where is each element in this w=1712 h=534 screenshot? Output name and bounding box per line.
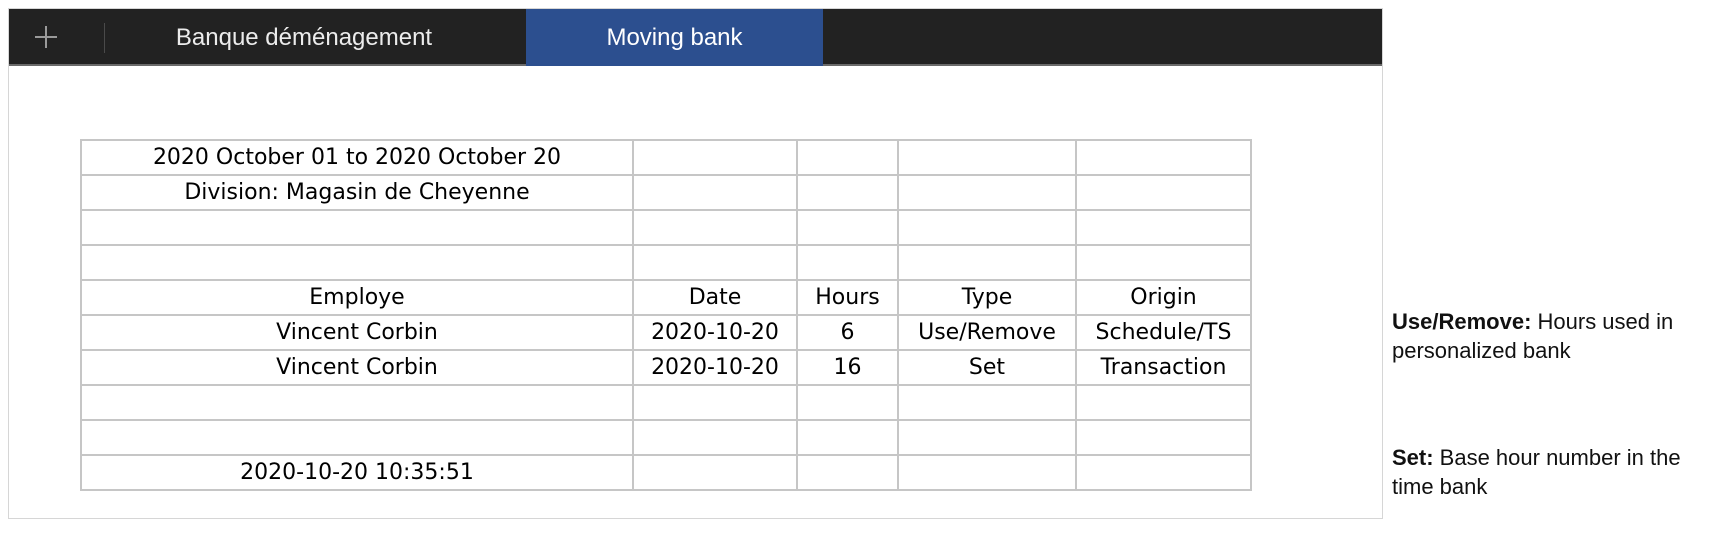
header-type[interactable]: Type xyxy=(898,280,1076,315)
cell[interactable] xyxy=(797,210,898,245)
report-timestamp[interactable]: 2020-10-20 10:35:51 xyxy=(81,455,633,490)
header-hours[interactable]: Hours xyxy=(797,280,898,315)
cell[interactable] xyxy=(1076,140,1251,175)
cell[interactable] xyxy=(633,385,797,420)
tab-moving-bank[interactable]: Moving bank xyxy=(526,9,823,66)
cell[interactable] xyxy=(633,140,797,175)
header-date[interactable]: Date xyxy=(633,280,797,315)
cell[interactable] xyxy=(797,420,898,455)
legend-term: Set: xyxy=(1392,445,1434,470)
cell[interactable] xyxy=(633,455,797,490)
cell[interactable] xyxy=(898,385,1076,420)
cell-hours[interactable]: 16 xyxy=(797,350,898,385)
cell[interactable] xyxy=(633,420,797,455)
tab-bar xyxy=(9,9,1382,66)
cell-type[interactable]: Use/Remove xyxy=(898,315,1076,350)
report-grid xyxy=(80,139,1252,491)
cell[interactable] xyxy=(898,140,1076,175)
cell-employee[interactable]: Vincent Corbin xyxy=(81,315,633,350)
cell-hours[interactable]: 6 xyxy=(797,315,898,350)
plus-icon xyxy=(34,25,58,49)
legend-description: Hours used in personalized bank xyxy=(1392,309,1674,363)
legend-description: Base hour number in the time bank xyxy=(1392,445,1681,499)
legend-use-remove xyxy=(1392,307,1707,365)
header-origin[interactable]: Origin xyxy=(1076,280,1251,315)
cell[interactable] xyxy=(1076,210,1251,245)
cell[interactable] xyxy=(797,455,898,490)
legend-set xyxy=(1392,443,1707,501)
cell[interactable] xyxy=(81,210,633,245)
report-division[interactable]: Division: Magasin de Cheyenne xyxy=(81,175,633,210)
cell[interactable] xyxy=(898,455,1076,490)
cell-origin[interactable]: Transaction xyxy=(1076,350,1251,385)
table-row xyxy=(81,140,1251,175)
table-row xyxy=(81,315,1251,350)
table-row xyxy=(81,175,1251,210)
cell-type[interactable]: Set xyxy=(898,350,1076,385)
cell[interactable] xyxy=(1076,175,1251,210)
cell-origin[interactable]: Schedule/TS xyxy=(1076,315,1251,350)
cell[interactable] xyxy=(898,245,1076,280)
cell[interactable] xyxy=(898,420,1076,455)
cell-date[interactable]: 2020-10-20 xyxy=(633,350,797,385)
cell[interactable] xyxy=(898,210,1076,245)
cell[interactable] xyxy=(1076,245,1251,280)
cell[interactable] xyxy=(797,175,898,210)
cell[interactable] xyxy=(1076,455,1251,490)
legend-term: Use/Remove: xyxy=(1392,309,1532,334)
report-period[interactable]: 2020 October 01 to 2020 October 20 xyxy=(81,140,633,175)
table-header-row xyxy=(81,280,1251,315)
table-row xyxy=(81,210,1251,245)
table-row xyxy=(81,385,1251,420)
table-row xyxy=(81,245,1251,280)
cell[interactable] xyxy=(81,385,633,420)
cell[interactable] xyxy=(633,245,797,280)
cell[interactable] xyxy=(633,175,797,210)
tab-banque-demenagement[interactable]: Banque déménagement xyxy=(175,23,433,51)
cell[interactable] xyxy=(797,385,898,420)
cell[interactable] xyxy=(1076,420,1251,455)
cell[interactable] xyxy=(81,245,633,280)
cell[interactable] xyxy=(1076,385,1251,420)
cell[interactable] xyxy=(81,420,633,455)
table-row xyxy=(81,420,1251,455)
cell[interactable] xyxy=(797,140,898,175)
add-tab-button[interactable] xyxy=(25,17,67,57)
table-row xyxy=(81,350,1251,385)
cell-date[interactable]: 2020-10-20 xyxy=(633,315,797,350)
tab-divider xyxy=(104,23,105,53)
cell[interactable] xyxy=(898,175,1076,210)
cell-employee[interactable]: Vincent Corbin xyxy=(81,350,633,385)
table-row xyxy=(81,455,1251,490)
header-employee[interactable]: Employe xyxy=(81,280,633,315)
cell[interactable] xyxy=(633,210,797,245)
cell[interactable] xyxy=(797,245,898,280)
